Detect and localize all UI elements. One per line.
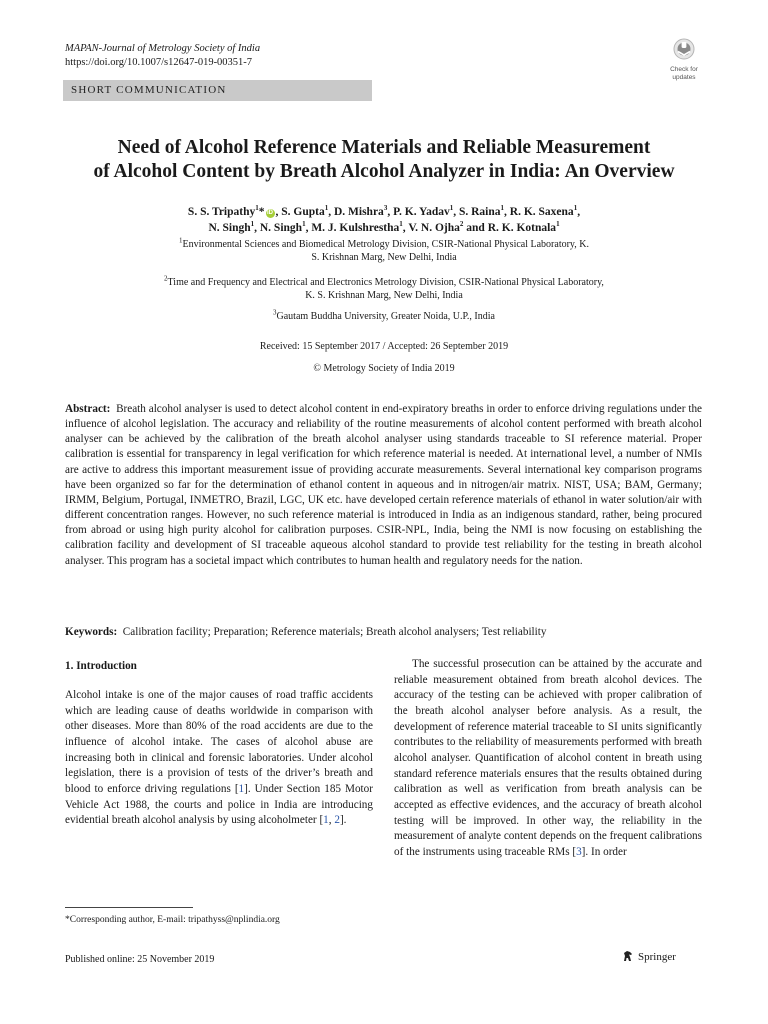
affil-sup: 2 [164,274,168,283]
author-affil-sup: 1 [500,204,505,213]
orcid-icon[interactable]: iD [267,210,273,216]
publisher-logo [622,950,676,964]
body-text: ]. [339,814,347,827]
springer-horse-icon [622,950,634,962]
affil-line: Time and Frequency and Electrical and Electronics Metrology Division, CSIR-National Physical Laboratory, [167,277,604,288]
affil-sup: 3 [273,308,277,317]
author-name: N. Singh [208,222,251,234]
author-affil-sup: 1 [324,204,329,213]
author-list: S. S. Tripathy$^1$* iD , S. Gupta$^1$, D. Mishra$^3$, P. K. Yadav$^1$, S. Raina$^1$, R. K. Saxena$^1$, N. Singh$^1$, N. Singh$^1$, M. J. Kulshrestha$^1$, V. N. Ojha$^2$ and R. K. Kotnala$^1$ [187,204,581,234]
author-name: D. Mishra [333,206,384,218]
doi-link[interactable]: https://doi.org/10.1007/s12647-019-00351-7 [65,57,253,68]
citation-link[interactable]: 1 [238,782,245,795]
published-online-date: Published online: 25 November 2019 [65,954,215,965]
keywords-label: Keywords: [65,626,118,638]
intro-left-column [65,688,373,829]
author-affil-sup: 1 [250,220,255,229]
author-affil-sup: 1 [302,220,306,229]
paper-title [40,136,728,184]
badge-label-line2: updates [672,74,696,81]
abstract-label: Abstract: [65,403,111,415]
body-text: ]. In order [581,845,627,858]
check-updates-icon [673,38,695,60]
author-name: R. K. Kotnala [487,222,557,234]
author-affil-sup: 1 [449,204,454,213]
check-for-updates-badge[interactable] [665,38,703,81]
author-affil-sup: 3 [383,204,388,213]
title-line-1: Need of Alcohol Reference Materials and Reliable Measurement [117,137,651,158]
affil-line: K. S. Krishnan Marg, New Delhi, India [305,289,463,301]
author-affil-sup: 1 [255,204,259,213]
citation-link[interactable]: 3 [576,845,582,858]
badge-label-line1: Check for [670,66,698,73]
copyright-line: © Metrology Society of India 2019 [313,363,455,374]
body-text: , [328,814,335,827]
author-name: S. Raina [458,206,501,218]
body-text: Alcohol intake is one of the major causes of road traffic accidents which are leading cause of deaths worldwide in comparison with other diseases. More than 80% of the road accidents are due to the influence of alcohol intake. The cases of alcohol abuse are increasing both in clinical and forensic laboratories. Under alcohol legislation, there is a provision of tests of the driver’s breath and blood to enforce driving regulations [ [65,689,373,795]
author-name: V. N. Ojha [408,222,460,234]
received-accepted-dates: Received: 15 September 2017 / Accepted: 26 September 2019 [259,341,509,352]
affiliation-2 [120,274,648,302]
author-name: P. K. Yadav [393,206,450,218]
abstract-text: Breath alcohol analyser is used to detect alcohol content in end-expiratory breaths in order to enforce driving regulations under the influence of alcohol legislation. The accuracy and reliability of the routine measurements of alcohol content performed with breath alcohol analyser can be achieved by the calibration of the breath alcohol analyser using standards traceable to SI reference material. Proper calibration is essential for transparency in legal verification for which reference material is needed. At international level, a number of NMIs are active to address this important measurement issue of providing accurate measurements. Several international key comparison programs have been organized so far for the determination of ethanol content in aqueous and in nitrogen/air matrix. NIST, USA; BAM, Germany; IRMM, Belgium, Portugal, INMETRO, Brazil, LGC, UK etc. have developed certain reference materials of ethanol in water solution/air with different concentration ranges. However, no such reference material is introduced in India as an indigenous standard, rather, being procured from abroad or using high purity alcohol for calibration purposes. CSIR-NPL, India, being the NMI is now focusing on establishing the calibration facility and development of SI traceable aqueous alcohol standard to provide test reliability for the testing in breath alcohol analyser. This program has a societal impact which contributes to human health and regulatory needs for the nation. [65,403,703,567]
citation-link[interactable]: 1 [323,814,329,827]
body-text: The successful prosecution can be attained by the accurate and reliable measurement obtained from breath alcohol devices. The accuracy of the testing can be achieved with proper calibration of the breath alcohol analyser before analysis. As a result, the development of reference material traceable to SI units significantly contributes to the reliability of measurements performed with breath alcohol analyser. Quantification of alcohol content in breath using standard reference materials ensures that the results obtained during calibration as well as verification from breath analysis can be accepted as effective evidences, and the accuracy of breath alcohol testing will be improved. In other way, the reliability in the measurement of analyte content depends on the frequent calibrations of the instruments using traceable RMs [ [394,658,702,858]
author-name: M. J. Kulshrestha [311,222,400,234]
author-name: N. Singh [259,222,303,234]
author-affil-sup: 1 [556,220,560,229]
section-label: SHORT COMMUNICATION [63,80,372,101]
affil-line: S. Krishnan Marg, New Delhi, India [311,251,457,263]
publisher-name: Springer [638,951,676,963]
abstract [65,402,702,569]
keywords-text: Calibration facility; Preparation; Reference materials; Breath alcohol analysers; Test reliability [122,626,547,638]
section-heading-introduction: 1. Introduction [65,660,137,672]
author-name: S. Gupta [281,206,325,218]
author-name: S. S. Tripathy [187,206,256,218]
author-affil-sup: 2 [459,220,464,229]
title-line-2: of Alcohol Content by Breath Alcohol Analyzer in India: An Overview [93,161,675,182]
affiliation-1 [120,236,648,264]
citation-link[interactable]: 2 [334,814,340,827]
footnote-divider [65,907,193,908]
affiliation-3 [120,308,648,324]
journal-name: MAPAN-Journal of Metrology Society of India [65,43,261,54]
affil-sup: 1 [179,236,183,245]
author-name: R. K. Saxena [509,206,574,218]
affil-line: Environmental Sciences and Biomedical Metrology Division, CSIR-National Physical Laboratory, K. [182,239,589,250]
corresponding-mark: * [258,206,265,218]
author-affil-sup: 1 [399,220,403,229]
body-text: ]. Under Section 185 Motor Vehicle Act 1988, the courts and police in India are introducing evidential breath alcohol analysis by using alcoholmeter [ [65,782,373,827]
intro-right-column [394,657,702,861]
corresponding-author-footnote: *Corresponding author, E-mail: tripathyss@nplindia.org [65,915,280,925]
affil-line: Gautam Buddha University, Greater Noida, U.P., India [276,311,495,322]
author-affil-sup: 1 [573,204,578,213]
keywords [65,625,702,640]
